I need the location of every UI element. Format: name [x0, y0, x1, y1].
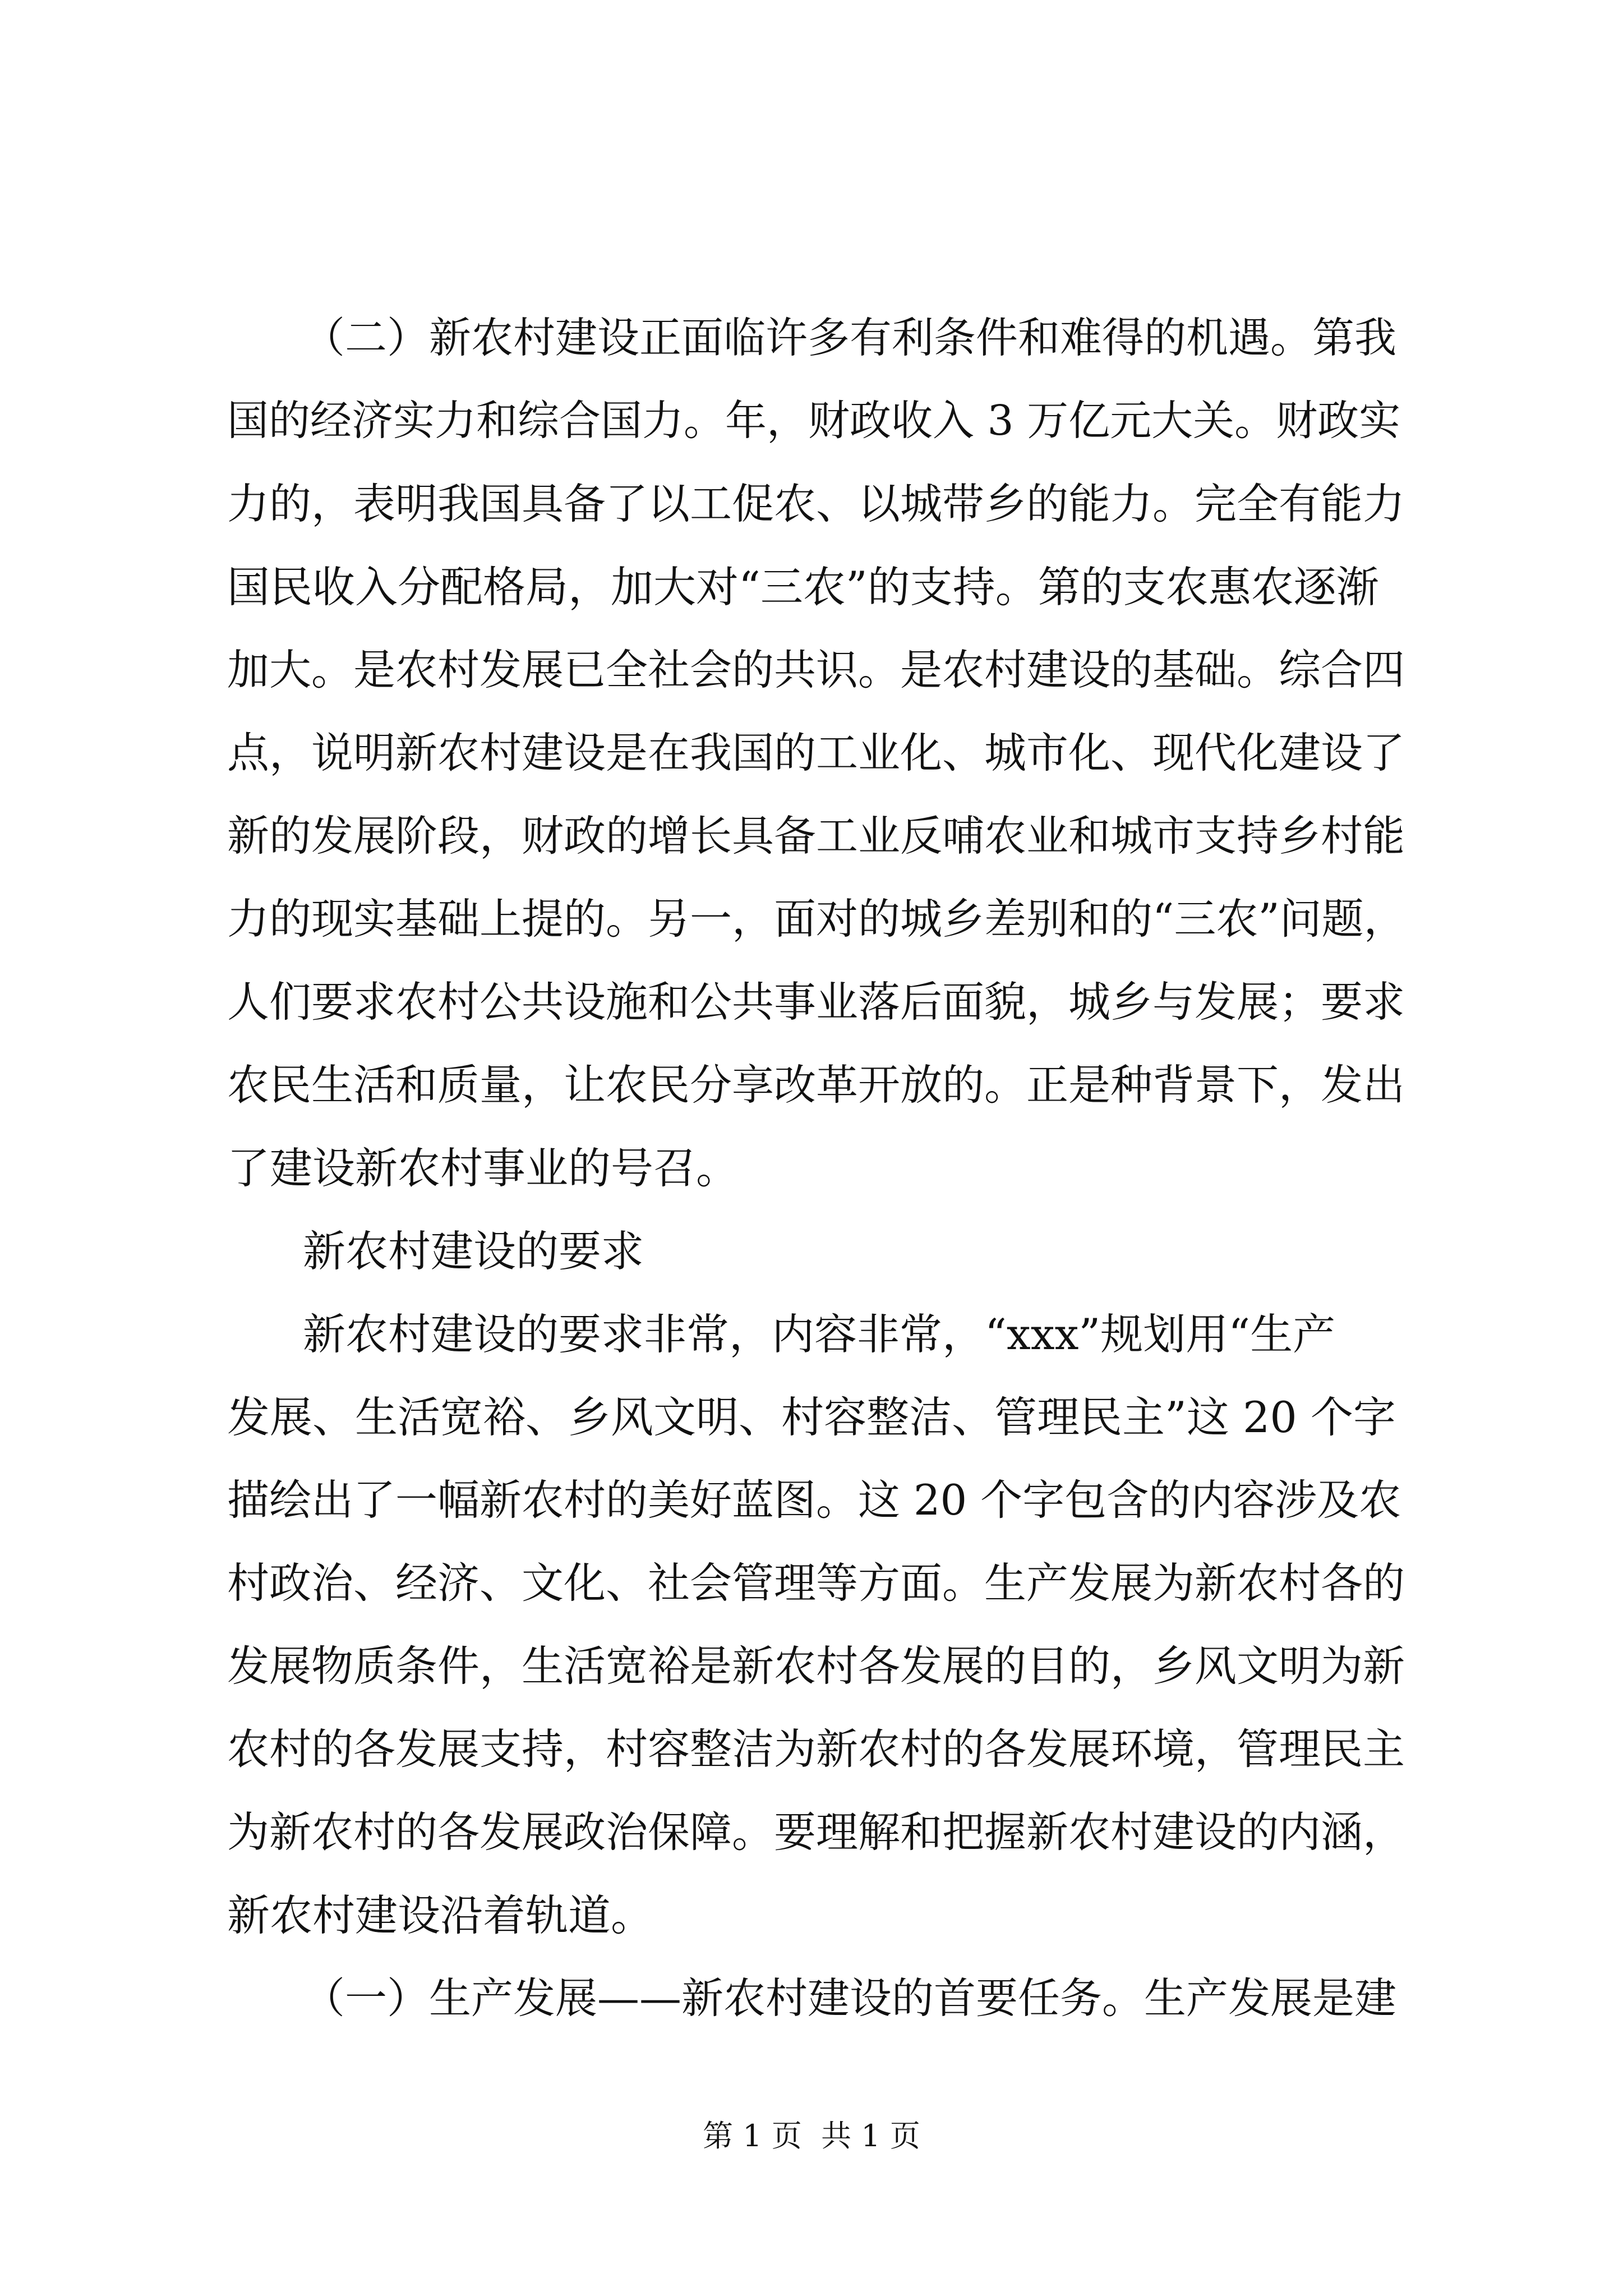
section-heading: 新农村建设的要求 [303, 1226, 644, 1276]
text-line: 新农村建设的要求非常，内容非常，“xxx”规划用“生产 [303, 1309, 1336, 1359]
text-line: 力的，表明我国具备了以工促农、以城带乡的能力。完全有能力 [227, 479, 1405, 528]
text-line: 农村的各发展支持，村容整洁为新农村的各发展环境，管理民主 [227, 1724, 1405, 1774]
text-line: 加大。是农村发展已全社会的共识。是农村建设的基础。综合四 [227, 645, 1405, 694]
text-line: 国的经济实力和综合国力。年，财政收入 3 万亿元大关。财政实 [227, 397, 1401, 445]
text-line: 描绘出了一幅新农村的美好蓝图。这 20 个字包含的内容涉及农 [227, 1475, 1401, 1525]
text-line: （二）新农村建设正面临许多有利条件和难得的机遇。第我 [303, 313, 1397, 362]
text-line: 为新农村的各发展政治保障。要理解和把握新农村建设的内涵， [227, 1807, 1405, 1857]
text-line: （一）生产发展——新农村建设的首要任务。生产发展是建 [303, 1973, 1397, 2023]
page-number-footer: 第 1 页 共 1 页 [703, 2118, 920, 2154]
text-line: 发展、生活宽裕、乡风文明、村容整洁、管理民主”这 20 个字 [227, 1392, 1396, 1442]
text-line: 新的发展阶段，财政的增长具备工业反哺农业和城市支持乡村能 [227, 811, 1405, 861]
text-line: 点，说明新农村建设是在我国的工业化、城市化、现代化建设了 [227, 728, 1405, 777]
text-line: 农民生活和质量，让农民分享改革开放的。正是种背景下，发出 [227, 1060, 1405, 1110]
text-line: 发展物质条件，生活宽裕是新农村各发展的目的，乡风文明为新 [227, 1641, 1405, 1691]
text-line: 了建设新农村事业的号召。 [227, 1143, 739, 1193]
text-line: 人们要求农村公共设施和公共事业落后面貌，城乡与发展；要求 [227, 977, 1405, 1027]
text-line: 新农村建设沿着轨道。 [227, 1890, 653, 1940]
text-line: 村政治、经济、文化、社会管理等方面。生产发展为新农村各的 [227, 1558, 1405, 1608]
text-line: 国民收入分配格局，加大对“三农”的支持。第的支农惠农逐渐 [227, 562, 1379, 612]
text-line: 力的现实基础上提的。另一，面对的城乡差别和的“三农”问题， [227, 894, 1406, 944]
